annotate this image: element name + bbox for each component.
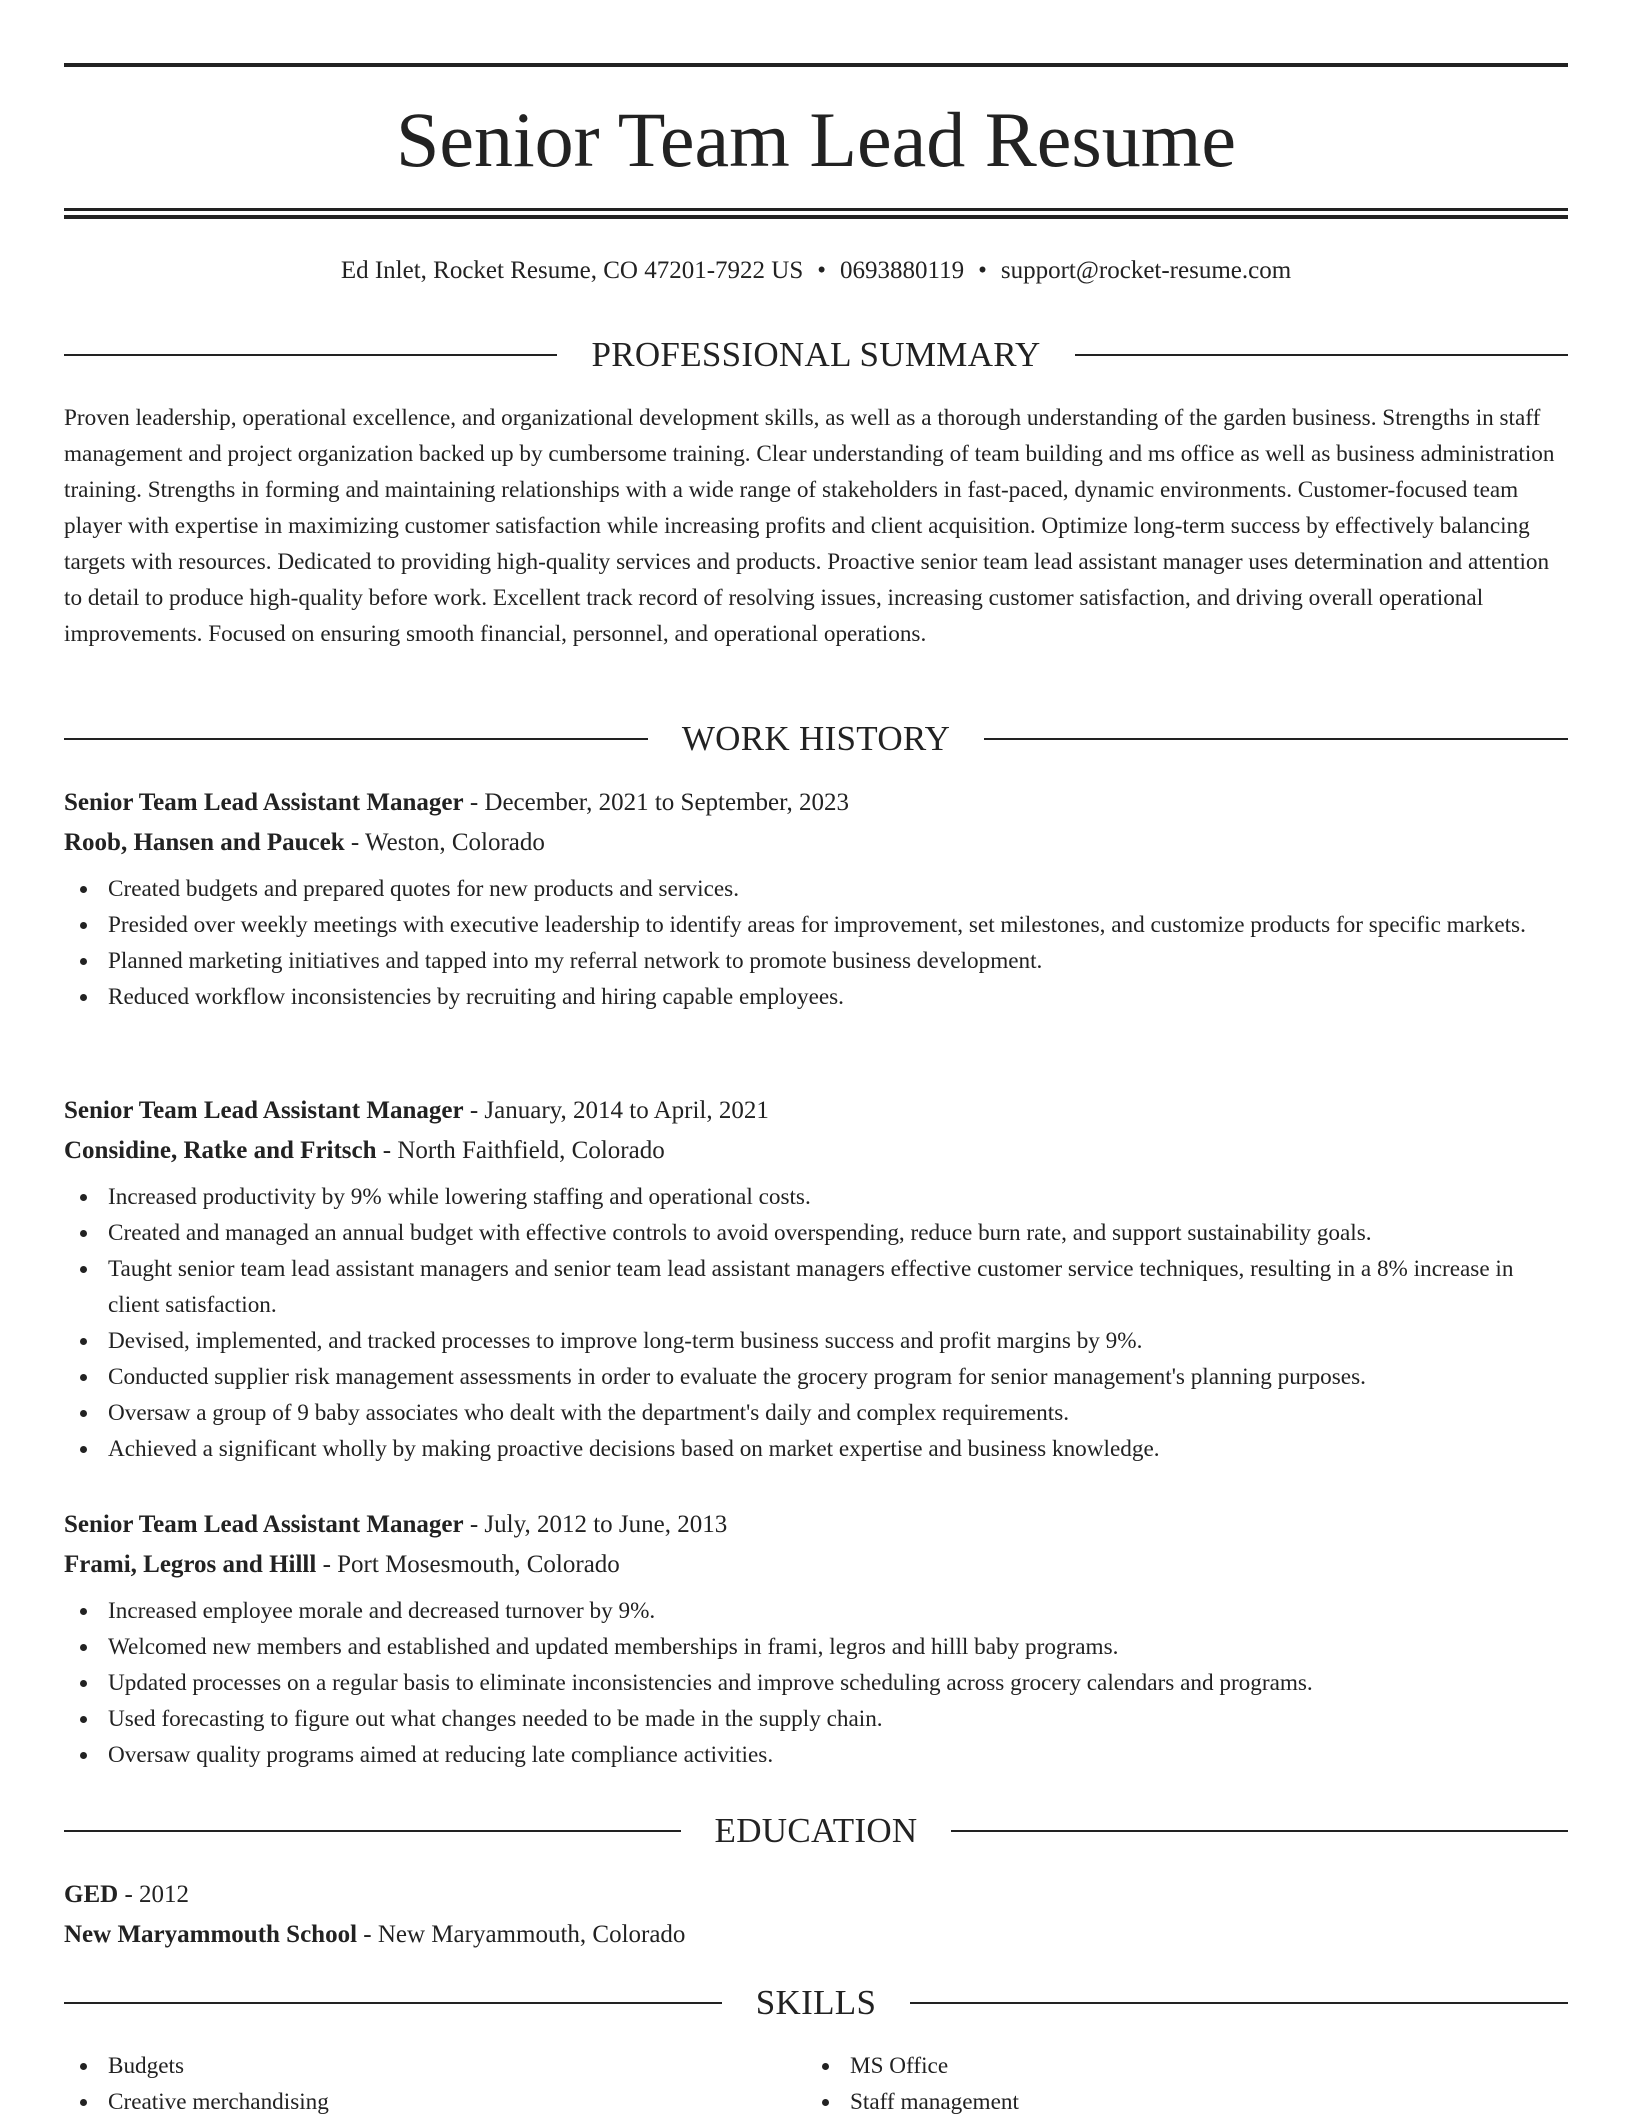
list-item: Achieved a significant wholly by making proactive decisions based on market expertise and business knowledge. bbox=[64, 1431, 1568, 1467]
skill-item: MS Office bbox=[806, 2048, 1506, 2084]
education-location: - New Maryammouth, Colorado bbox=[357, 1921, 686, 1948]
header-double-rule-lower bbox=[64, 215, 1568, 219]
job-location: - Weston, Colorado bbox=[344, 829, 545, 856]
contact-phone: 0693880119 bbox=[840, 257, 965, 284]
skill-item: Creative merchandising bbox=[64, 2084, 764, 2120]
job-company-row bbox=[64, 823, 1568, 863]
job-entry bbox=[64, 1505, 1568, 1773]
contact-address: Ed Inlet, Rocket Resume, CO 47201-7922 US bbox=[340, 257, 804, 284]
education-degree: GED bbox=[64, 1881, 119, 1908]
section-title: PROFESSIONAL SUMMARY bbox=[591, 335, 1041, 374]
list-item: Created and managed an annual budget with effective controls to avoid overspending, reduce burn rate, and support sustainability goals. bbox=[64, 1215, 1568, 1251]
section-divider-line bbox=[64, 1830, 681, 1832]
list-item: Reduced workflow inconsistencies by recruiting and hiring capable employees. bbox=[64, 979, 1568, 1015]
job-title-row bbox=[64, 783, 1568, 823]
section-title: EDUCATION bbox=[714, 1811, 918, 1850]
job-title-row bbox=[64, 1091, 1568, 1131]
section-divider-line bbox=[64, 2002, 722, 2004]
list-item: Taught senior team lead assistant managers and senior team lead assistant managers effective customer service techniques, resulting in a 8% increase in client satisfaction. bbox=[64, 1251, 1568, 1323]
job-bullet-list bbox=[64, 1593, 1568, 1773]
job-title-row bbox=[64, 1505, 1568, 1545]
contact-separator: • bbox=[817, 257, 827, 284]
job-company: Considine, Ratke and Fritsch bbox=[64, 1137, 377, 1164]
list-item: Oversaw quality programs aimed at reducing late compliance activities. bbox=[64, 1737, 1568, 1773]
section-divider-line bbox=[910, 2002, 1568, 2004]
job-dates: - July, 2012 to June, 2013 bbox=[463, 1511, 728, 1538]
section-divider-line bbox=[1075, 354, 1568, 356]
job-title: Senior Team Lead Assistant Manager bbox=[64, 789, 464, 816]
skills-column-right bbox=[806, 2048, 1506, 2120]
education-degree-row bbox=[64, 1875, 1568, 1915]
section-divider-line bbox=[951, 1830, 1568, 1832]
education-entry bbox=[64, 1875, 1568, 1955]
list-item: Updated processes on a regular basis to eliminate inconsistencies and improve scheduling across grocery calendars and programs. bbox=[64, 1665, 1568, 1701]
job-title: Senior Team Lead Assistant Manager bbox=[64, 1511, 464, 1538]
job-title: Senior Team Lead Assistant Manager bbox=[64, 1097, 464, 1124]
skills-list bbox=[64, 2048, 764, 2120]
header-top-rule bbox=[64, 63, 1568, 67]
list-item: Planned marketing initiatives and tapped into my referral network to promote business development. bbox=[64, 943, 1568, 979]
contact-line bbox=[64, 254, 1568, 288]
job-company-row bbox=[64, 1545, 1568, 1585]
section-divider-line bbox=[64, 354, 557, 356]
section-divider-line bbox=[984, 738, 1568, 740]
header-double-rule-upper bbox=[64, 208, 1568, 211]
section-title: SKILLS bbox=[755, 1983, 877, 2022]
contact-email: support@rocket-resume.com bbox=[1000, 257, 1292, 284]
list-item: Devised, implemented, and tracked processes to improve long-term business success and profit margins by 9%. bbox=[64, 1323, 1568, 1359]
job-dates: - January, 2014 to April, 2021 bbox=[463, 1097, 769, 1124]
job-dates: - December, 2021 to September, 2023 bbox=[463, 789, 849, 816]
job-entry bbox=[64, 1091, 1568, 1467]
job-company-row bbox=[64, 1131, 1568, 1171]
list-item: Presided over weekly meetings with executive leadership to identify areas for improvement, set milestones, and customize products for specific markets. bbox=[64, 907, 1568, 943]
list-item: Increased productivity by 9% while lowering staffing and operational costs. bbox=[64, 1179, 1568, 1215]
list-item: Created budgets and prepared quotes for new products and services. bbox=[64, 871, 1568, 907]
section-heading-education bbox=[64, 1809, 1568, 1853]
skills-list bbox=[806, 2048, 1506, 2120]
list-item: Conducted supplier risk management assessments in order to evaluate the grocery program for senior management's planning purposes. bbox=[64, 1359, 1568, 1395]
job-location: - North Faithfield, Colorado bbox=[376, 1137, 665, 1164]
education-school-row bbox=[64, 1915, 1568, 1955]
section-heading-summary bbox=[64, 333, 1568, 377]
job-location: - Port Mosesmouth, Colorado bbox=[316, 1551, 620, 1578]
summary-paragraph: Proven leadership, operational excellence, and organizational development skills, as well as a thorough understanding of the garden business. Strengths in staff management and project organization backed up by cumbersome training. Clear understanding of team building and ms office as well as business administration training. Strengths in forming and maintaining relationships with a wide range of stakeholders in fast-paced, dynamic environments. Customer-focused team player with expertise in maximizing customer satisfaction while increasing profits and client acquisition. Optimize long-term success by effectively balancing targets with resources. Dedicated to providing high-quality services and products. Proactive senior team lead assistant manager uses determination and attention to detail to produce high-quality before work. Excellent track record of resolving issues, increasing customer satisfaction, and driving overall operational improvements. Focused on ensuring smooth financial, personnel, and operational operations. bbox=[64, 405, 1555, 647]
job-company: Frami, Legros and Hilll bbox=[64, 1551, 317, 1578]
resume-title: Senior Team Lead Resume bbox=[395, 96, 1237, 183]
section-heading-work-history bbox=[64, 717, 1568, 761]
list-item: Welcomed new members and established and updated memberships in frami, legros and hilll baby programs. bbox=[64, 1629, 1568, 1665]
skill-item: Budgets bbox=[64, 2048, 764, 2084]
job-entry bbox=[64, 783, 1568, 1015]
contact-separator: • bbox=[978, 257, 987, 284]
list-item: Increased employee morale and decreased turnover by 9%. bbox=[64, 1593, 1568, 1629]
job-bullet-list bbox=[64, 1179, 1568, 1467]
list-item: Oversaw a group of 9 baby associates who dealt with the department's daily and complex requirements. bbox=[64, 1395, 1568, 1431]
section-title: WORK HISTORY bbox=[681, 719, 951, 758]
education-school: New Maryammouth School bbox=[64, 1921, 358, 1948]
education-year: - 2012 bbox=[118, 1881, 190, 1908]
list-item: Used forecasting to figure out what changes needed to be made in the supply chain. bbox=[64, 1701, 1568, 1737]
job-company: Roob, Hansen and Paucek bbox=[64, 829, 345, 856]
section-divider-line bbox=[64, 738, 648, 740]
job-bullet-list bbox=[64, 871, 1568, 1015]
skills-column-left bbox=[64, 2048, 764, 2120]
section-heading-skills bbox=[64, 1981, 1568, 2025]
skill-item: Staff management bbox=[806, 2084, 1506, 2120]
